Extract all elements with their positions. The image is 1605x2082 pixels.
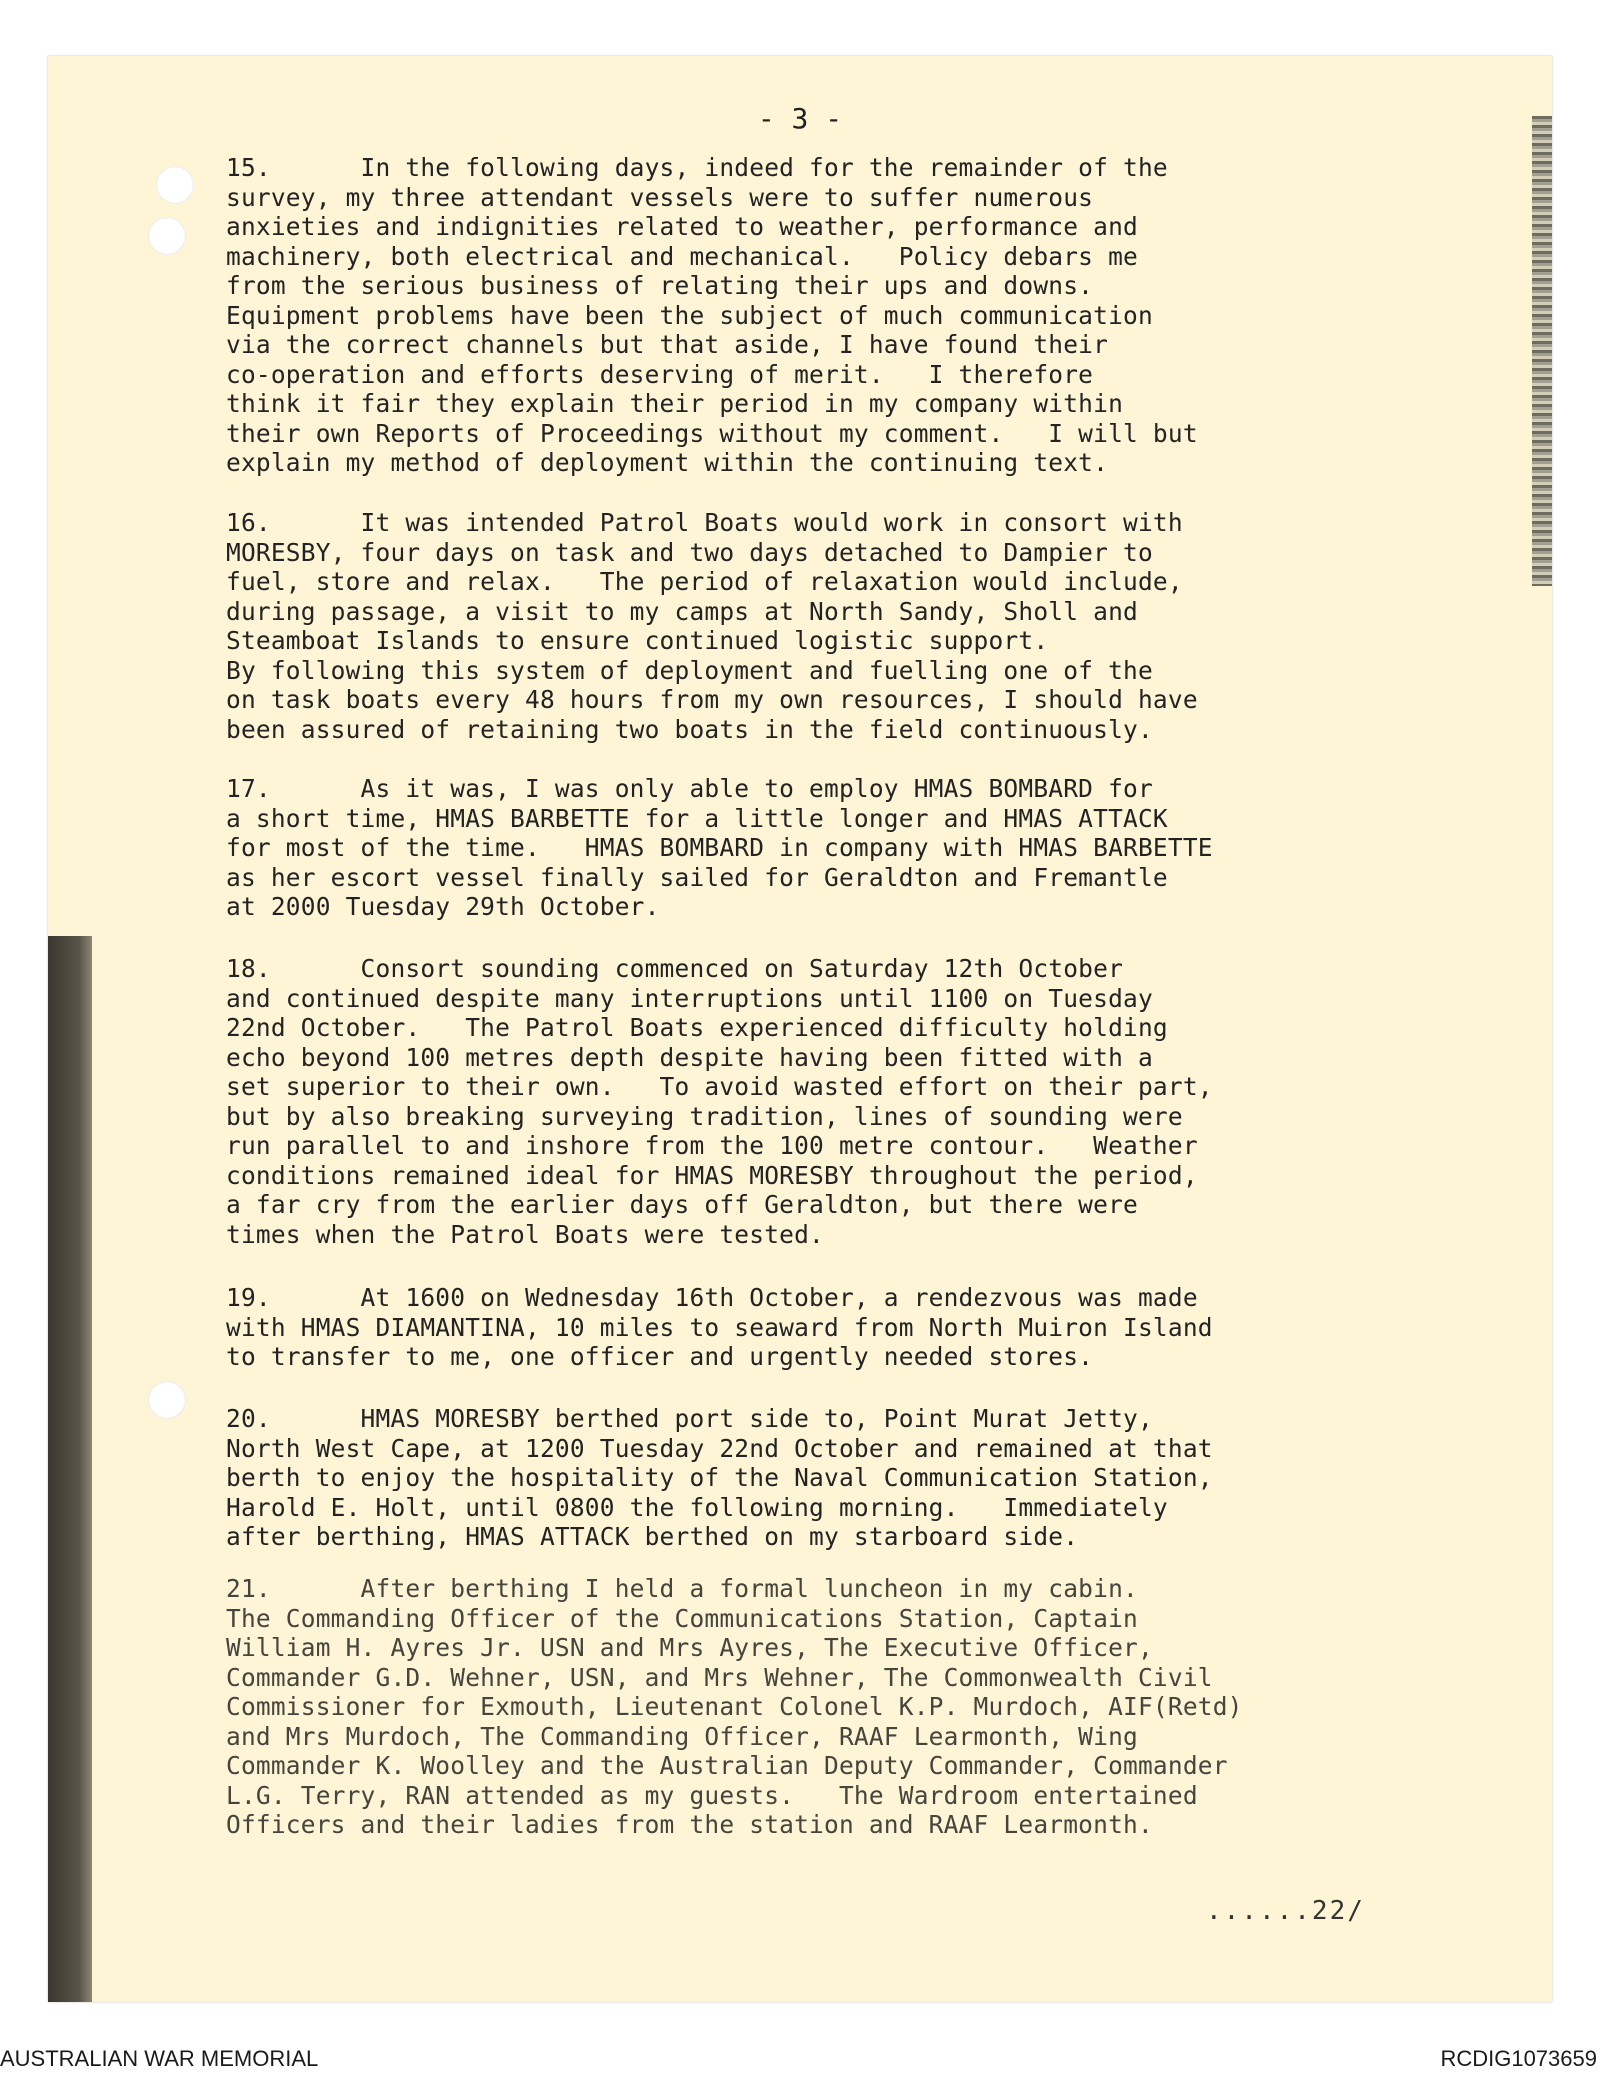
text-line: Commander G.D. Wehner, USN, and Mrs Wehner, The Commonwealth Civil <box>226 1662 1213 1692</box>
text-line: from the serious business of relating their ups and downs. <box>226 271 1094 300</box>
paragraph-20 <box>226 1404 1466 1552</box>
page-number: - 3 - <box>757 102 843 135</box>
text-line: for most of the time. HMAS BOMBARD in company with HMAS BARBETTE <box>226 833 1213 862</box>
text-line: and Mrs Murdoch, The Commanding Officer, RAAF Learmonth, Wing <box>226 1721 1138 1751</box>
text-line: set superior to their own. To avoid wasted effort on their part, <box>226 1072 1213 1101</box>
paragraph-16 <box>226 508 1466 744</box>
text-line: on task boats every 48 hours from my own resources, I should have <box>226 685 1198 714</box>
punch-hole <box>148 1381 186 1419</box>
text-line: berth to enjoy the hospitality of the Naval Communication Station, <box>226 1463 1213 1492</box>
archive-reference-id: RCDIG1073659 <box>1440 2046 1597 2071</box>
text-line: machinery, both electrical and mechanical. Policy debars me <box>226 241 1138 271</box>
text-line: echo beyond 100 metres depth despite having been fitted with a <box>226 1042 1153 1072</box>
text-line: to transfer to me, one officer and urgently needed stores. <box>226 1342 1094 1371</box>
text-line: their own Reports of Proceedings without my comment. I will but <box>226 418 1198 448</box>
text-line: anxieties and indignities related to weather, performance and <box>226 212 1138 241</box>
paragraph-18 <box>226 954 1466 1249</box>
text-line: Officers and their ladies from the station and RAAF Learmonth. <box>226 1810 1153 1839</box>
paragraph-17 <box>226 774 1466 922</box>
text-line: fuel, store and relax. The period of relaxation would include, <box>226 567 1183 596</box>
text-line: at 2000 Tuesday 29th October. <box>226 892 660 921</box>
text-line: North West Cape, at 1200 Tuesday 22nd October and remained at that <box>226 1433 1213 1463</box>
text-line: 16. It was intended Patrol Boats would work in consort with <box>226 508 1183 537</box>
text-line: Harold E. Holt, until 0800 the following morning. Immediately <box>226 1492 1168 1522</box>
text-line: and continued despite many interruptions until 1100 on Tuesday <box>226 983 1153 1013</box>
text-line: The Commanding Officer of the Communications Station, Captain <box>226 1603 1138 1633</box>
text-line: 21. After berthing I held a formal luncheon in my cabin. <box>226 1574 1138 1603</box>
text-line: during passage, a visit to my camps at North Sandy, Sholl and <box>226 596 1138 626</box>
text-line: with HMAS DIAMANTINA, 10 miles to seaward from North Muiron Island <box>226 1312 1213 1342</box>
text-line: explain my method of deployment within the continuing text. <box>226 448 1109 477</box>
text-line: Commander K. Woolley and the Australian Deputy Commander, Commander <box>226 1751 1228 1780</box>
text-line: 20. HMAS MORESBY berthed port side to, Point Murat Jetty, <box>226 1404 1153 1433</box>
text-line: as her escort vessel finally sailed for Geraldton and Fremantle <box>226 862 1168 892</box>
paragraph-21 <box>226 1574 1466 1840</box>
text-line: William H. Ayres Jr. USN and Mrs Ayres, The Executive Officer, <box>226 1633 1153 1662</box>
text-line: a far cry from the earlier days off Geraldton, but there were <box>226 1190 1138 1219</box>
torn-binding-edge <box>1532 116 1552 586</box>
archive-credit: AUSTRALIAN WAR MEMORIAL <box>0 2046 319 2071</box>
text-line: 15. In the following days, indeed for the remainder of the <box>226 153 1168 182</box>
text-line: times when the Patrol Boats were tested. <box>226 1219 825 1249</box>
text-line: Steamboat Islands to ensure continued logistic support. <box>226 626 1049 655</box>
text-line: L.G. Terry, RAN attended as my guests. The Wardroom entertained <box>226 1780 1198 1810</box>
text-line: via the correct channels but that aside, I have found their <box>226 330 1109 359</box>
text-line: a short time, HMAS BARBETTE for a little longer and HMAS ATTACK <box>226 803 1168 833</box>
text-line: Equipment problems have been the subject of much communication <box>226 300 1153 330</box>
page-shadow-edge <box>48 936 92 2002</box>
text-line: MORESBY, four days on task and two days detached to Dampier to <box>226 537 1153 567</box>
text-line: By following this system of deployment and fuelling one of the <box>226 655 1153 685</box>
text-line: think it fair they explain their period in my company within <box>226 389 1124 418</box>
text-line: co-operation and efforts deserving of merit. I therefore <box>226 359 1094 389</box>
text-line: survey, my three attendant vessels were to suffer numerous <box>226 182 1094 212</box>
paragraph-15 <box>226 153 1466 478</box>
text-line: 18. Consort sounding commenced on Saturday 12th October <box>226 954 1124 983</box>
text-line: but by also breaking surveying tradition, lines of sounding were <box>226 1101 1183 1131</box>
document-page <box>48 56 1552 2002</box>
text-line: 17. As it was, I was only able to employ HMAS BOMBARD for <box>226 774 1153 803</box>
paragraph-19 <box>226 1283 1466 1372</box>
punch-hole <box>148 217 186 255</box>
text-line: conditions remained ideal for HMAS MORESBY throughout the period, <box>226 1160 1198 1190</box>
text-line: 19. At 1600 on Wednesday 16th October, a rendezvous was made <box>226 1283 1198 1312</box>
text-line: run parallel to and inshore from the 100 metre contour. Weather <box>226 1131 1198 1160</box>
continuation-marker: ......22/ <box>1206 1896 1365 1926</box>
text-line: been assured of retaining two boats in the field continuously. <box>226 714 1153 744</box>
text-line: after berthing, HMAS ATTACK berthed on my starboard side. <box>226 1522 1079 1551</box>
punch-hole <box>156 166 194 204</box>
text-line: Commissioner for Exmouth, Lieutenant Colonel K.P. Murdoch, AIF(Retd) <box>226 1692 1243 1721</box>
text-line: 22nd October. The Patrol Boats experienced difficulty holding <box>226 1013 1168 1042</box>
